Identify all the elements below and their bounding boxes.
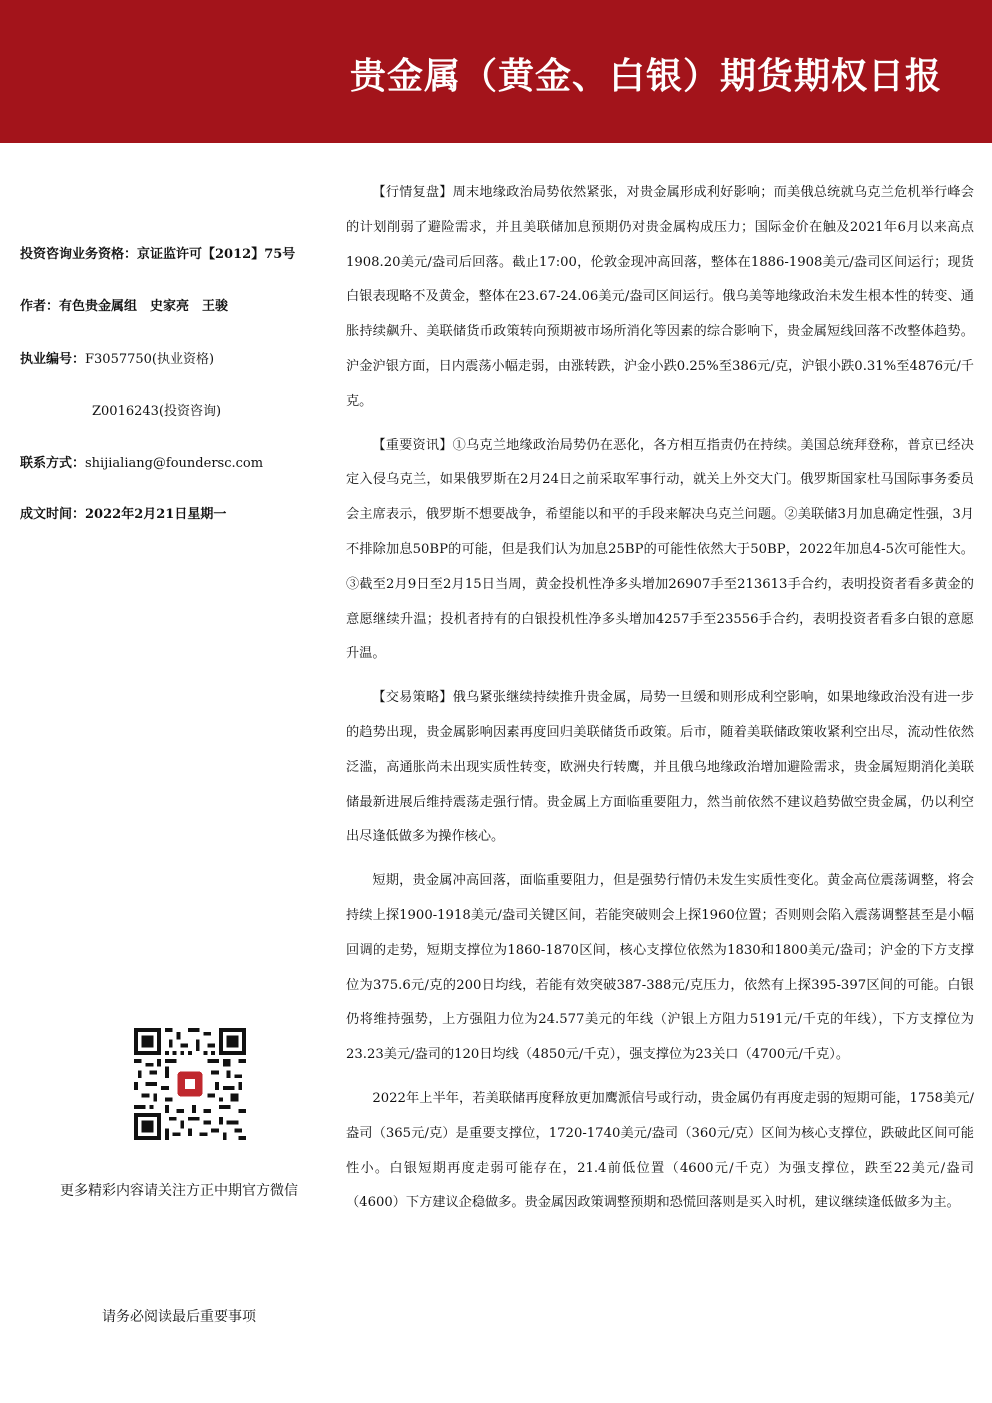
wechat-qr-code-icon [134, 1028, 246, 1140]
reading-notice: 请务必阅读最后重要事项 [102, 1309, 256, 1325]
contact-email[interactable]: shijialiang@foundersc.com [85, 456, 264, 471]
date-value: 2022年2月21日星期一 [85, 507, 227, 522]
market-review-paragraph: 【行情复盘】周末地缘政治局势依然紧张，对贵金属形成利好影响；而美俄总统就乌克兰危机举行峰会的计划削弱了避险需求，并且美联储加息预期仍对贵金属构成压力；国际金价在触及2021年6月以来高点1908.20美元/盎司后回落。截止17:00，伦敦金现冲高回落，整体在1886-1908美元/盎司区间运行；现货白银表现略不及黄金，整体在23.67-24.06美元/盎司区间运行。俄乌美等地缘政治未发生根本性的转变、通胀持续飙升、美联储货币政策转向预期被市场所消化等因素的综合影响下，贵金属短线回落不改整体趋势。沪金沪银方面，日内震荡小幅走弱，由涨转跌，沪金小跌0.25%至386元/克，沪银小跌0.31%至4876元/千克。 [346, 185, 974, 409]
license-label: 执业编号： [20, 352, 86, 367]
key-news-paragraph: 【重要资讯】①乌克兰地缘政治局势仍在恶化，各方相互指责仍在持续。美国总统拜登称，普京已经决定入侵乌克兰，如果俄罗斯在2月24日之前采取军事行动，就关上外交大门。俄罗斯国家杜马国际事务委员会主席表示，俄罗斯不想要战争，希望能以和平的手段来解决乌克兰问题。②美联储3月加息确定性强，3月不排除加息50BP的可能，但是我们认为加息25BP的可能性依然大于50BP，2022年加息4-5次可能性大。③截至2月9日至2月15日当周，黄金投机性净多头增加26907手至213613手合约，表明投资者看多黄金的意愿继续升温；投机者持有的白银投机性净多头增加4257手至23556手合约，表明投资者看多白银的意愿升温。 [346, 437, 974, 662]
license-value-1: F3057750(执业资格) [85, 352, 215, 367]
trading-strategy-paragraph: 【交易策略】俄乌紧张继续持续推升贵金属，局势一旦缓和则形成利空影响，如果地缘政治没有进一步的趋势出现，贵金属影响因素再度回归美联储货币政策。后市，随着美联储政策收紧利空出尽，流动性依然泛滥，高通胀尚未出现实质性转变，欧洲央行转鹰，并且俄乌地缘政治增加避险需求，贵金属短期消化美联储最新进展后维持震荡走强行情。贵金属上方面临重要阻力，然当前依然不建议趋势做空贵金属，仍以利空出尽逢低做多为操作核心。 [346, 690, 974, 845]
report-title: 贵金属（黄金、白银）期货期权日报 [349, 56, 942, 97]
half-year-outlook-paragraph: 2022年上半年，若美联储再度释放更加鹰派信号或行动，贵金属仍有再度走弱的短期可能，1758美元/盎司（365元/克）是重要支撑位，1720-1740美元/盎司（360元/克）区间为核心支撑位，跌破此区间可能性小。白银短期再度走弱可能存在，21.4前低位置（4600元/千克）为强支撑位，跌至22美元/盎司（4600）下方建议企稳做多。贵金属因政策调整预期和恐慌回落则是买入时机，建议继续逢低做多为主。 [346, 1090, 974, 1211]
qr-caption: 更多精彩内容请关注方正中期官方微信 [60, 1183, 298, 1199]
contact-label: 联系方式： [20, 456, 86, 471]
header-banner [0, 0, 992, 143]
author-row [20, 295, 228, 314]
date-row [20, 503, 226, 522]
author-label: 作者： [20, 299, 60, 314]
license-value-2: Z0016243(投资咨询) [92, 404, 222, 419]
qualification-row [20, 243, 295, 262]
author-value: 有色贵金属组 史家亮 王骏 [59, 299, 229, 314]
report-body [346, 176, 974, 1230]
qualification-label: 投资咨询业务资格： [20, 247, 138, 262]
short-term-outlook-paragraph: 短期，贵金属冲高回落，面临重要阻力，但是强势行情仍未发生实质性变化。黄金高位震荡调整，将会持续上探1900-1918美元/盎司关键区间，若能突破则会上探1960位置；否则则会陷入震荡调整甚至是小幅回调的走势，短期支撑位为1860-1870区间，核心支撑位依然为1830和1800美元/盎司；沪金的下方支撑位为375.6元/克的200日均线，若能有效突破387-388元/克压力，依然有上探395-397区间的可能。白银仍将维持强势，上方强阻力位为24.577美元的年线（沪银上方阻力5191元/千克的年线），下方支撑位为23.23美元/盎司的120日均线（4850元/千克），强支撑位为23关口（4700元/千克）。 [346, 873, 974, 1063]
qualification-value: 京证监许可【2012】75号 [137, 247, 296, 262]
date-label: 成文时间： [20, 507, 86, 522]
contact-row [20, 452, 263, 471]
license-row-2 [92, 400, 221, 419]
sidebar [0, 143, 330, 1403]
license-row [20, 348, 214, 367]
